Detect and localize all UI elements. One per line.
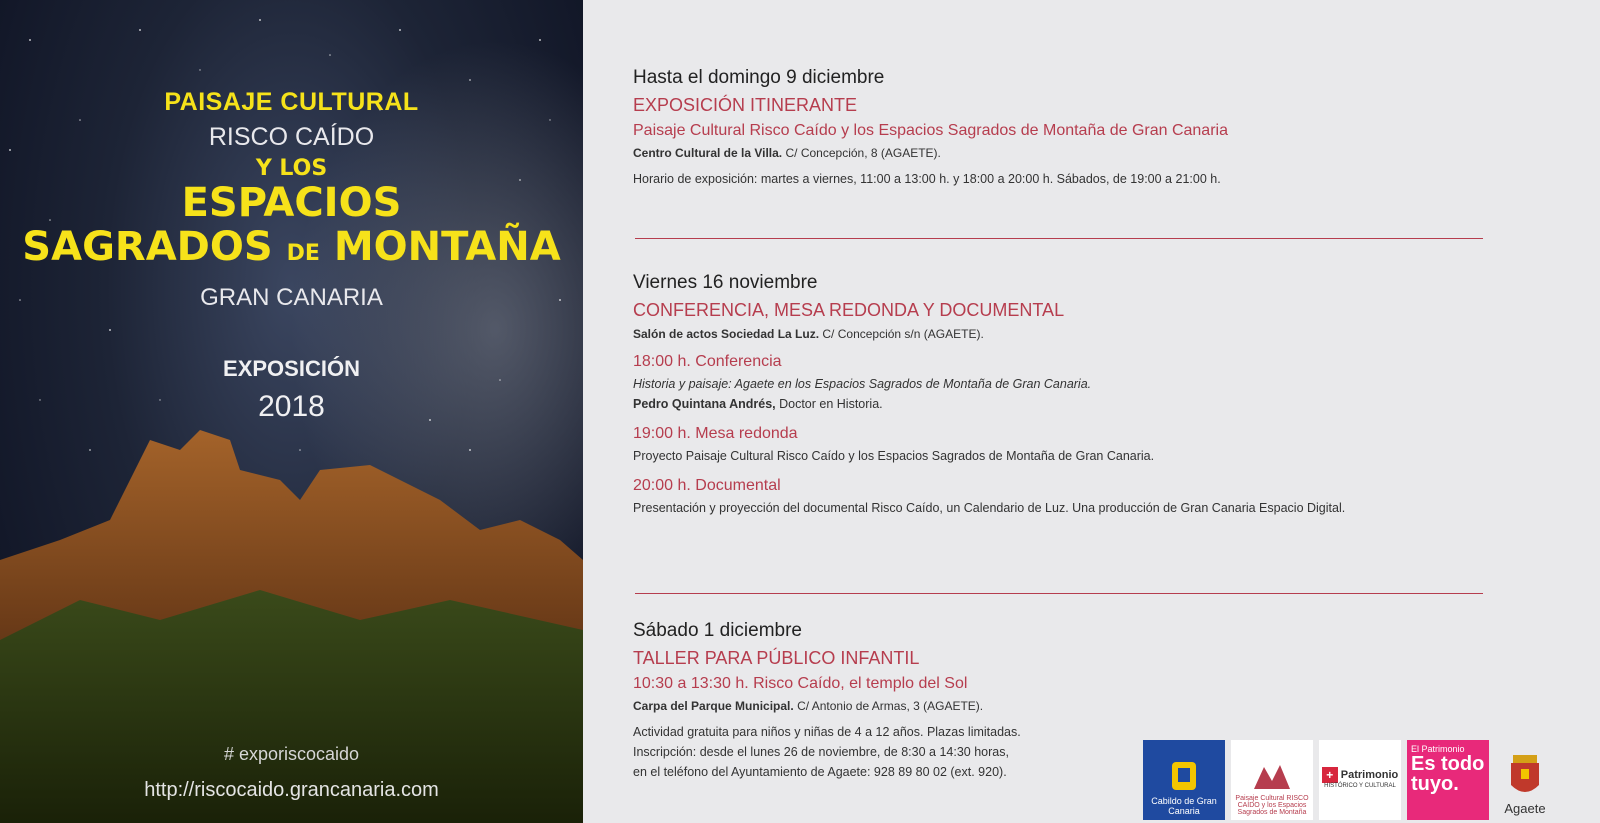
- section-title: Paisaje Cultural Risco Caído y los Espacios Sagrados de Montaña de Gran Canaria: [633, 122, 1228, 139]
- cabildo-logo: [1143, 740, 1225, 820]
- poster-line-2: RISCO CAÍDO: [208, 123, 375, 151]
- section-date: Viernes 16 noviembre: [633, 272, 818, 293]
- cabildo-crest-icon: [1164, 756, 1204, 796]
- poster-panel: [0, 0, 583, 823]
- section-kind: EXPOSICIÓN ITINERANTE: [633, 95, 858, 115]
- event-3-text: Presentación y proyección del documental Risco Caído, un Calendario de Luz. Una producción de Gran Canaria Espacio Digital.: [633, 501, 1346, 515]
- event-1-title: 18:00 h. Conferencia: [633, 353, 782, 370]
- section-location: [633, 699, 1093, 713]
- es-todo-big: Es todo tuyo.: [1411, 753, 1485, 795]
- event-2-title: 19:00 h. Mesa redonda: [633, 425, 798, 442]
- risco-caido-logo: [1231, 740, 1313, 820]
- section-kind: TALLER PARA PÚBLICO INFANTIL: [633, 648, 920, 668]
- place-address: C/ Concepción s/n (AGAETE).: [822, 327, 984, 341]
- event-2-text: Proyecto Paisaje Cultural Risco Caído y los Espacios Sagrados de Montaña de Gran Canaria.: [633, 449, 1155, 463]
- section-taller: [633, 620, 1093, 789]
- section-date: Hasta el domingo 9 diciembre: [633, 67, 885, 88]
- sponsor-logos: [1143, 740, 1555, 820]
- place-name: Carpa del Parque Municipal.: [633, 699, 794, 713]
- event-1-text: Historia y paisaje: Agaete en los Espacios Sagrados de Montaña de Gran Canaria.: [633, 377, 1092, 391]
- section-date: Sábado 1 diciembre: [633, 620, 802, 641]
- patrimonio-row: [1322, 767, 1398, 783]
- poster-line-1: PAISAJE CULTURAL: [164, 88, 419, 116]
- taller-line-3: en el teléfono del Ayuntamiento de Agaete: 928 89 80 02 (ext. 920).: [633, 765, 1007, 779]
- divider: [635, 238, 1483, 239]
- place-name: Centro Cultural de la Villa.: [633, 146, 783, 160]
- poster-line-5a: SAGRADOS: [22, 224, 273, 270]
- es-todo-tuyo-logo: [1407, 740, 1489, 820]
- section-exposicion: [633, 67, 1493, 196]
- section-title: 10:30 a 13:30 h. Risco Caído, el templo del Sol: [633, 675, 968, 692]
- agaete-logo: [1495, 740, 1555, 820]
- agaete-shield-icon: [1507, 751, 1543, 801]
- section-hours: Horario de exposición: martes a viernes, 11:00 a 13:00 h. y 18:00 a 20:00 h. Sábados, de 19:00 a 21:00 h.: [633, 172, 1221, 186]
- taller-line-2: Inscripción: desde el lunes 26 de noviembre, de 8:30 a 14:30 horas,: [633, 745, 1009, 759]
- patrimonio-cross-icon: +: [1322, 767, 1338, 783]
- patrimonio-logo: [1319, 740, 1401, 820]
- section-kind: CONFERENCIA, MESA REDONDA Y DOCUMENTAL: [633, 300, 1065, 320]
- es-todo-small: El Patrimonio: [1411, 744, 1465, 754]
- risco-caido-mark-icon: [1250, 759, 1294, 795]
- poster-url[interactable]: http://riscocaido.grancanaria.com: [144, 779, 439, 801]
- patrimonio-sub: HISTÓRICO Y CULTURAL: [1324, 783, 1396, 789]
- event-1-speaker-line: [633, 397, 1493, 411]
- place-address: C/ Antonio de Armas, 3 (AGAETE).: [797, 699, 984, 713]
- event-3-title: 20:00 h. Documental: [633, 477, 781, 494]
- poster-exposicion: EXPOSICIÓN: [223, 356, 360, 381]
- poster-year: 2018: [258, 390, 325, 423]
- poster-line-5: [0, 225, 583, 276]
- cabildo-logo-text: Cabildo de Gran Canaria: [1151, 796, 1217, 816]
- poster-line-5b: DE: [286, 241, 320, 266]
- taller-line-1: Actividad gratuita para niños y niñas de 4 a 12 años. Plazas limitadas.: [633, 725, 1021, 739]
- place-address: C/ Concepción, 8 (AGAETE).: [785, 146, 941, 160]
- program-panel: [583, 0, 1600, 823]
- agaete-text: Agaete: [1504, 801, 1546, 816]
- poster-line-4: ESPACIOS: [181, 180, 402, 226]
- section-location: [633, 327, 1493, 341]
- poster-hashtag: # exporiscocaido: [223, 744, 360, 764]
- poster-line-6: GRAN CANARIA: [200, 284, 383, 311]
- poster-line-3: Y LOS: [255, 156, 328, 181]
- event-1-speaker: Pedro Quintana Andrés,: [633, 397, 776, 411]
- patrimonio-text: Patrimonio: [1340, 769, 1399, 781]
- place-name: Salón de actos Sociedad La Luz.: [633, 327, 820, 341]
- risco-caido-logo-text: Paisaje Cultural RISCO CAÍDO y los Espacios Sagrados de Montaña: [1235, 795, 1309, 816]
- section-location: [633, 146, 1493, 160]
- poster-title-block: [0, 88, 583, 424]
- event-1-role: Doctor en Historia.: [779, 397, 883, 411]
- divider: [635, 593, 1483, 594]
- section-conferencia: [633, 272, 1493, 525]
- poster-line-5c: MONTAÑA: [333, 224, 561, 270]
